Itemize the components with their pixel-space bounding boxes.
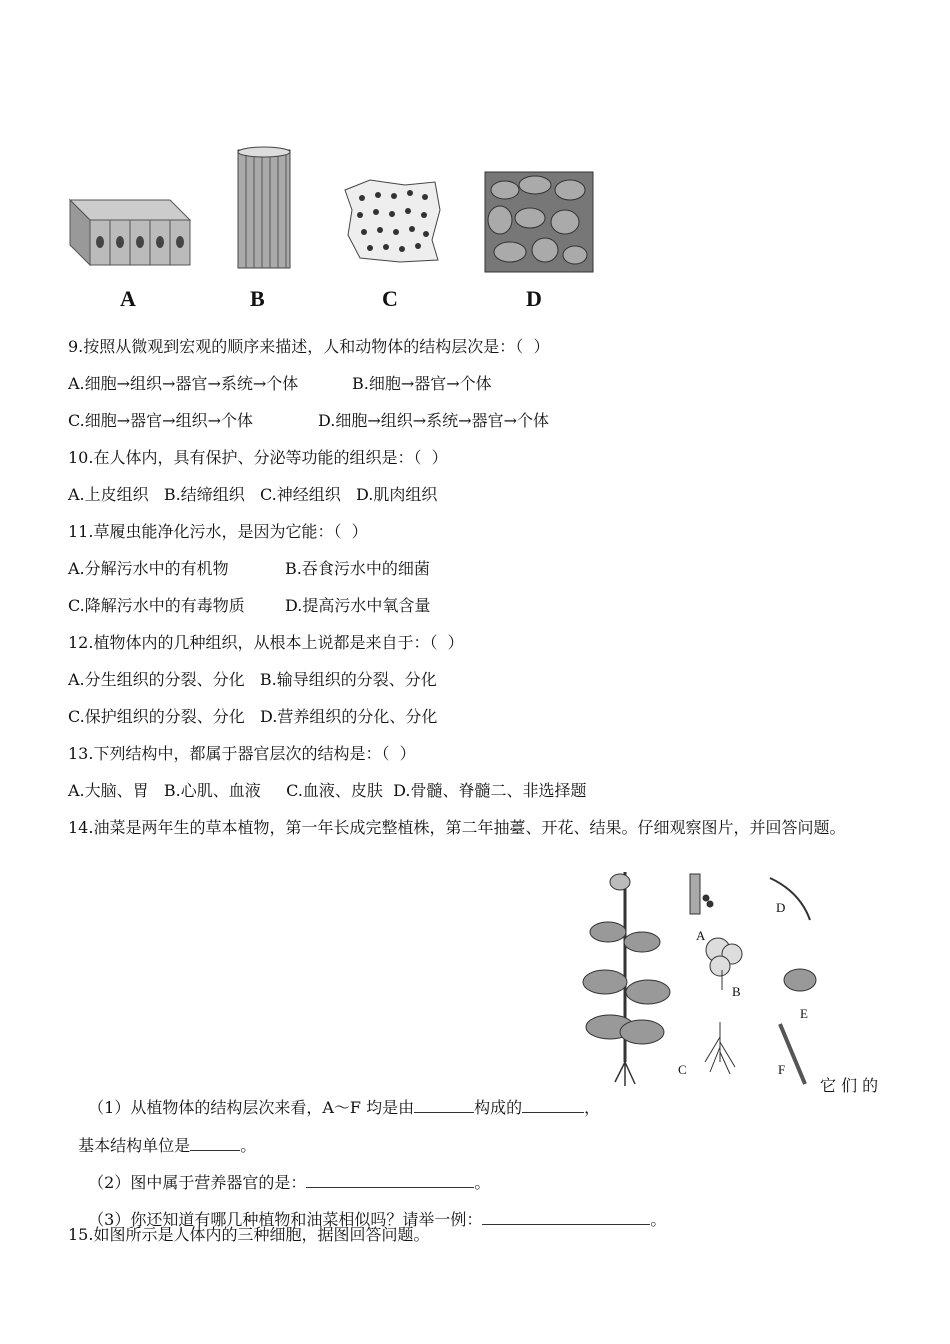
rapeseed-figure xyxy=(580,862,830,1092)
q11-option-a: A.分解污水中的有机物 xyxy=(68,559,229,578)
q11-stem: 11.草履虫能净化污水，是因为它能：（ ） xyxy=(68,522,368,541)
q14-sub1-line1 xyxy=(78,1076,600,1118)
tissue-figure xyxy=(60,140,620,320)
part-a xyxy=(690,874,713,914)
q14-sub1-line2 xyxy=(68,1114,256,1156)
plant-label-d: D xyxy=(776,900,786,915)
part-e xyxy=(784,969,816,991)
q14-sub3-text-a: （3）你还知道有哪几种植物和油菜相似吗？请举一例： xyxy=(88,1210,483,1229)
q14-sub1-tail: 它 们 的 xyxy=(820,1076,879,1095)
q14-sub1-text-a: （1）从植物体的结构层次来看，A～F 均是由 xyxy=(88,1098,415,1117)
rapeseed-illustration xyxy=(580,862,830,1092)
q10-options: A.上皮组织 B.结缔组织 C.神经组织 D.肌肉组织 xyxy=(68,485,438,504)
q14-sub2 xyxy=(78,1151,490,1193)
q9-option-b: B.细胞→器官→个体 xyxy=(352,374,492,393)
q13-stem: 13.下列结构中，都属于器官层次的结构是：（ ） xyxy=(68,744,416,763)
q9-stem: 9.按照从微观到宏观的顺序来描述，人和动物体的结构层次是：（ ） xyxy=(68,337,550,356)
plant-label-b: B xyxy=(732,984,741,999)
q14-blank-3[interactable] xyxy=(190,1134,240,1151)
q11-option-c: C.降解污水中的有毒物质 xyxy=(68,596,245,615)
q14-sub2-text-a: （2）图中属于营养器官的是： xyxy=(88,1173,307,1192)
q14-blank-5[interactable] xyxy=(482,1208,650,1225)
q14-blank-1[interactable] xyxy=(414,1096,474,1113)
tissue-b-illustration xyxy=(238,147,290,268)
plant-label-f: F xyxy=(778,1062,786,1077)
q14-sub1-text-b: 构成的 xyxy=(474,1098,523,1117)
q14-blank-4[interactable] xyxy=(306,1171,474,1188)
tissue-label-b: B xyxy=(250,286,265,311)
tissue-label-c: C xyxy=(382,286,398,311)
q12-options-2: C.保护组织的分裂、分化 D.营养组织的分化、分化 xyxy=(68,707,438,726)
plant-label-a: A xyxy=(696,928,706,943)
q13-options: A.大脑、胃 B.心肌、血液 C.血液、皮肤 D.骨髓、脊髓二、非选择题 xyxy=(68,781,587,800)
q14-sub1-text-c: ， xyxy=(584,1098,601,1117)
q9-option-d: D.细胞→组织→系统→器官→个体 xyxy=(318,411,549,430)
q12-options-1: A.分生组织的分裂、分化 B.输导组织的分裂、分化 xyxy=(68,670,437,689)
plant-label-c: C xyxy=(678,1062,687,1077)
q9-option-a: A.细胞→组织→器官→系统→个体 xyxy=(68,374,299,393)
plant-label-e: E xyxy=(800,1006,808,1021)
q12-stem: 12.植物体内的几种组织，从根本上说都是来自于：（ ） xyxy=(68,633,464,652)
q14-stem: 14.油菜是两年生的草本植物，第一年长成完整植株，第二年抽薹、开花、结果。仔细观察图片，并回答问题。 xyxy=(68,818,846,837)
rapeseed-plant xyxy=(583,872,670,1086)
q14-sub2-text-b: 。 xyxy=(474,1173,491,1192)
tissue-label-a: A xyxy=(120,286,136,311)
q14-sub3 xyxy=(78,1188,666,1230)
tissue-a-illustration xyxy=(70,200,190,265)
tissue-c-illustration xyxy=(345,180,440,262)
q14-sub3-text-b: 。 xyxy=(650,1210,667,1229)
q14-sub1-text-f: 。 xyxy=(240,1136,257,1155)
tissue-d-illustration xyxy=(485,172,593,272)
q11-option-d: D.提高污水中氧含量 xyxy=(285,596,431,615)
tissue-label-d: D xyxy=(526,286,542,311)
q15-stem: 15.如图所示是人体内的三种细胞，据图回答问题。 xyxy=(68,1225,430,1244)
q14-blank-2[interactable] xyxy=(522,1096,584,1113)
q9-option-c: C.细胞→器官→组织→个体 xyxy=(68,411,253,430)
q11-option-b: B.吞食污水中的细菌 xyxy=(285,559,430,578)
q10-stem: 10.在人体内，具有保护、分泌等功能的组织是：（ ） xyxy=(68,448,448,467)
part-c xyxy=(705,1022,735,1074)
part-b xyxy=(706,938,742,990)
q14-sub1-text-e: 基本结构单位是 xyxy=(78,1136,191,1155)
